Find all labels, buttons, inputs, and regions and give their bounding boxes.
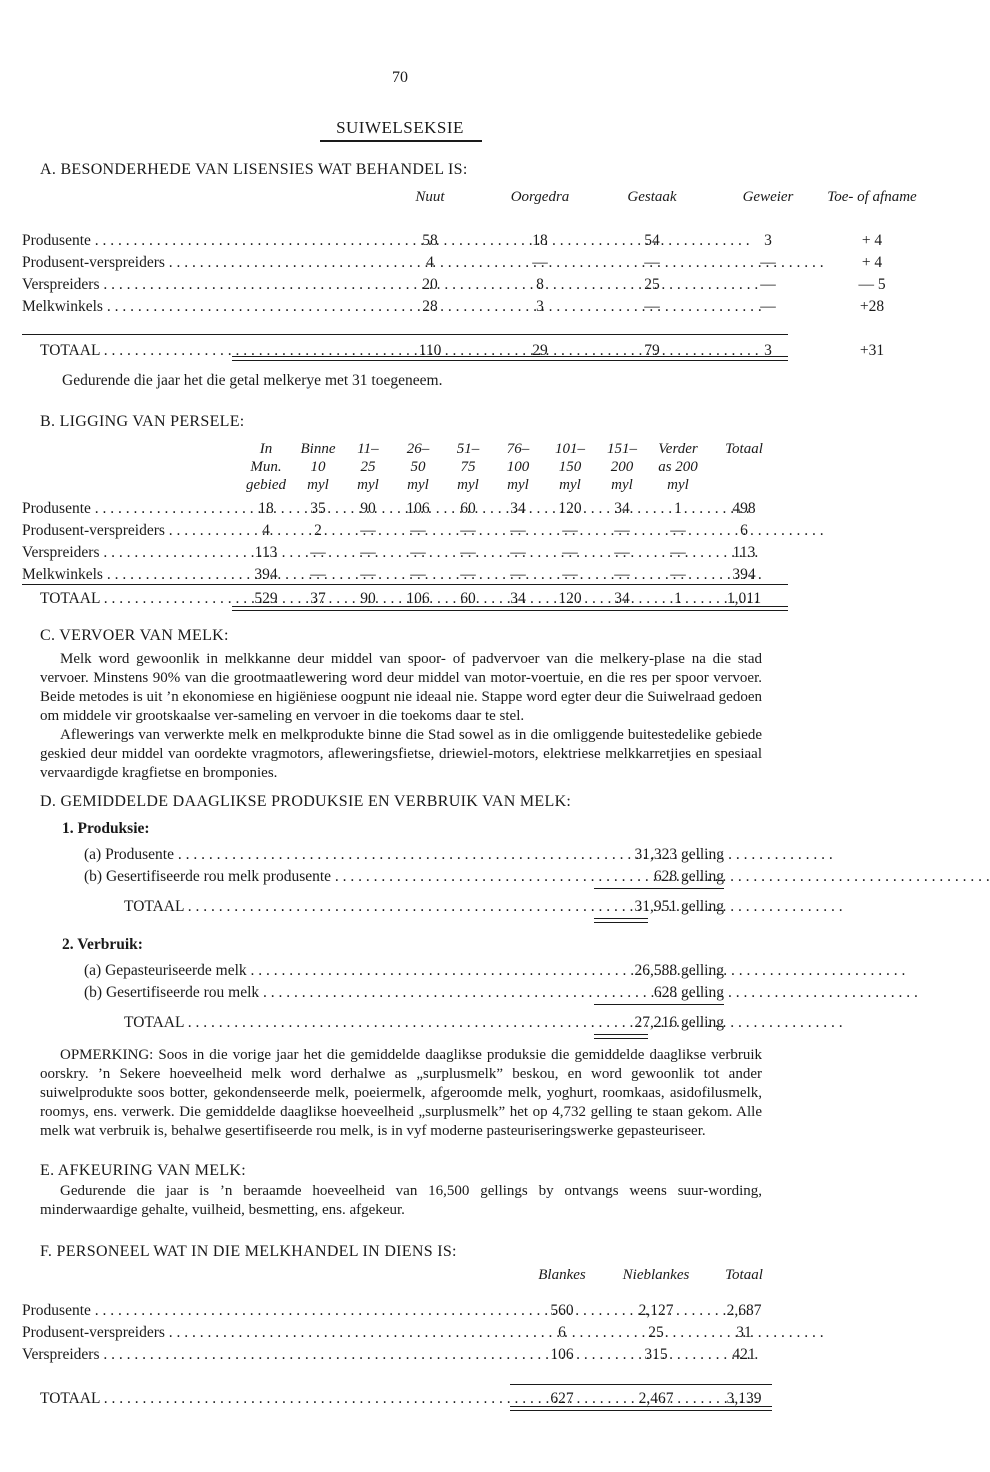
section-a-cell: — 5 <box>858 276 886 293</box>
section-a-col-oorgedra: Oorgedra <box>510 189 570 205</box>
section-b-col-header: 100 <box>506 459 530 475</box>
section-f-cell: 31 <box>736 1324 752 1341</box>
section-b-cell: 120 <box>558 500 582 517</box>
section-b-total-cell: 90 <box>360 590 376 607</box>
section-b-col-header: 151– <box>607 441 637 457</box>
section-b-cell: 498 <box>732 500 756 517</box>
section-f-col-header: Totaal <box>725 1267 763 1283</box>
section-b-cell: — <box>562 544 578 561</box>
section-b-cell: 18 <box>258 500 274 517</box>
section-a-cell: 28 <box>422 298 438 315</box>
section-b-cell: 113 <box>732 544 756 561</box>
section-b-cell: — <box>360 522 376 539</box>
section-b-col-header: 76– <box>506 441 530 457</box>
section-f-cell: 2,127 <box>638 1302 674 1319</box>
section-b-cell: 60 <box>460 500 476 517</box>
section-b-cell: 34 <box>510 500 526 517</box>
section-a-col-geweier: Geweier <box>742 189 794 205</box>
section-b-total-cell: 529 <box>254 590 278 607</box>
section-b-col-header: myl <box>307 477 329 493</box>
section-b-cell: 394 <box>732 566 756 583</box>
section-b-cell: — <box>562 522 578 539</box>
section-f-cell: 315 <box>644 1346 668 1363</box>
production-item-a-label: (a) Produsente . . . <box>84 846 582 865</box>
section-a-row-label: Verspreiders . . . <box>22 276 414 295</box>
section-b-cell: — <box>614 566 630 583</box>
section-a-cell: 3 <box>536 298 544 315</box>
section-f-total-cell: 627 <box>550 1390 574 1407</box>
section-b-col-header: 51– <box>456 441 480 457</box>
section-a-cell: + 4 <box>861 232 883 249</box>
section-b-cell: — <box>510 544 526 561</box>
production-rule <box>594 888 724 889</box>
section-b-total-cell: 1,011 <box>726 590 762 607</box>
section-a-row-label: Melkwinkels . . . <box>22 298 414 317</box>
section-b-col-header: Totaal <box>725 441 763 457</box>
section-a-cell: 20 <box>422 276 438 293</box>
production-total-value: 31,951 gelling <box>634 898 724 915</box>
section-a-row-label: Produsente . . . <box>22 232 414 251</box>
section-a-cell: — <box>760 276 776 293</box>
section-b-cell: — <box>410 522 426 539</box>
section-a-cell: 4 <box>426 254 434 271</box>
section-a-total-cell: 29 <box>532 342 548 359</box>
section-b-col-header: In <box>259 441 273 457</box>
production-total-label: TOTAAL . . . <box>124 898 582 917</box>
section-a-rule <box>22 334 788 335</box>
section-a-cell: 25 <box>644 276 660 293</box>
section-b-cell: 394 <box>254 566 278 583</box>
section-b-cell: — <box>614 544 630 561</box>
section-b-col-header: as 200 <box>658 459 698 475</box>
section-f-cell: 2,687 <box>726 1302 762 1319</box>
section-b-cell: — <box>360 544 376 561</box>
consumption-rule <box>594 1004 724 1005</box>
section-b-col-header: 26– <box>406 441 430 457</box>
section-b-cell: — <box>510 566 526 583</box>
section-f-cell: 106 <box>550 1346 574 1363</box>
section-b-cell: — <box>460 566 476 583</box>
section-b-rule <box>22 584 788 585</box>
section-b-cell: — <box>310 544 326 561</box>
section-b-cell: 106 <box>406 500 430 517</box>
production-item-b-value: 628 gelling <box>653 868 724 885</box>
section-b-col-header: myl <box>357 477 379 493</box>
section-b-col-header: myl <box>611 477 633 493</box>
section-b-cell: 34 <box>614 500 630 517</box>
section-b-col-header: Verder <box>658 441 698 457</box>
section-b-cell: 35 <box>310 500 326 517</box>
section-b-col-header: Mun. <box>250 459 282 475</box>
section-b-cell: — <box>360 566 376 583</box>
section-b-col-header: 200 <box>610 459 634 475</box>
section-b-total-cell: 1 <box>674 590 682 607</box>
section-b-row-label: Produsente . . . <box>22 500 242 519</box>
section-a-double-rule <box>232 356 788 361</box>
section-a-total-cell: 110 <box>418 342 442 359</box>
section-b-row-label: Produsent-verspreiders . . . <box>22 522 242 541</box>
consumption-heading: 2. Verbruik: <box>62 936 143 953</box>
consumption-item-a-label: (a) Gepasteuriseerde melk . . . <box>84 962 582 981</box>
section-a-cell: 58 <box>422 232 438 249</box>
section-b-total-cell: 120 <box>558 590 582 607</box>
section-b-cell: 113 <box>254 544 278 561</box>
section-b-col-header: myl <box>457 477 479 493</box>
section-b-double-rule <box>232 606 788 611</box>
section-f-total-cell: 2,467 <box>638 1390 674 1407</box>
section-a-cell: 54 <box>644 232 660 249</box>
page-title: SUIWELSEKSIE <box>336 118 464 137</box>
section-b-col-header: Binne <box>300 441 336 457</box>
section-a-col-nuut: Nuut <box>415 189 445 205</box>
section-b-col-header: 11– <box>357 441 379 457</box>
section-f-total-label: TOTAAL . . . <box>40 1390 508 1409</box>
section-a-total-cell: 79 <box>644 342 660 359</box>
consumption-item-a-value: 26,588 gelling <box>634 962 724 979</box>
section-b-col-header: 10 <box>310 459 326 475</box>
section-b-cell: — <box>614 522 630 539</box>
section-a-row-label: Produsent-verspreiders . . . <box>22 254 414 273</box>
section-a-cell: — <box>760 254 776 271</box>
section-b-col-header: myl <box>507 477 529 493</box>
consumption-total-value: 27,216 gelling <box>634 1014 724 1031</box>
section-f-cell: 6 <box>558 1324 566 1341</box>
section-b-row-label: Verspreiders . . . <box>22 544 242 563</box>
section-f-cell: 560 <box>550 1302 574 1319</box>
section-a-col-gestaak: Gestaak <box>627 189 677 205</box>
section-e-text <box>40 1182 762 1220</box>
section-f-row-label: Produsent-verspreiders . . . <box>22 1324 508 1343</box>
section-b-cell: 6 <box>740 522 748 539</box>
consumption-total-label: TOTAAL . . . <box>124 1014 582 1033</box>
section-b-total-label: TOTAAL . . . <box>40 590 242 609</box>
section-f-cell: 421 <box>732 1346 756 1363</box>
section-b-cell: — <box>460 522 476 539</box>
section-a-cell: — <box>644 298 660 315</box>
section-a-cell: 18 <box>532 232 548 249</box>
section-b-total-cell: 106 <box>406 590 430 607</box>
section-b-cell: — <box>670 566 686 583</box>
section-b-cell: — <box>410 566 426 583</box>
section-d-heading: D. GEMIDDELDE DAAGLIKSE PRODUKSIE EN VERBRUIK VAN MELK: <box>40 793 572 810</box>
section-b-heading: B. LIGGING VAN PERSELE: <box>40 413 245 430</box>
section-f-row-label: Verspreiders . . . <box>22 1346 508 1365</box>
section-a-cell: + 4 <box>861 254 883 271</box>
section-a-total-label: TOTAAL . . . <box>40 342 414 361</box>
production-item-a-value: 31,323 gelling <box>634 846 724 863</box>
section-b-total-cell: 60 <box>460 590 476 607</box>
production-item-b-label: (b) Gesertifiseerde rou melk produsente . . . <box>84 868 582 887</box>
section-b-row-label: Melkwinkels . . . <box>22 566 242 585</box>
section-c-text <box>40 650 762 783</box>
section-b-col-header: 50 <box>410 459 426 475</box>
section-b-col-header: myl <box>667 477 689 493</box>
consumption-double-rule <box>594 1034 648 1039</box>
section-b-col-header: gebied <box>246 477 286 493</box>
section-b-col-header: 75 <box>460 459 476 475</box>
section-c-paragraph-2: Aflewerings van verwerkte melk en melkprodukte binne die Stad sowel as in die omliggende buitestedelike gebiede geskied deur middel van oordekte vragmotors, afleweringsfietse, driewiel-motors, elektriese melkkarretjies en spesiaal vervaardigde kragfietse en bromponies. <box>40 727 762 781</box>
section-f-heading: F. PERSONEEL WAT IN DIE MELKHANDEL IN DIENS IS: <box>40 1243 457 1260</box>
section-b-cell: 90 <box>360 500 376 517</box>
section-a-cell: — <box>532 254 548 271</box>
section-b-total-cell: 37 <box>310 590 326 607</box>
section-b-col-header: 25 <box>360 459 376 475</box>
section-a-heading: A. BESONDERHEDE VAN LISENSIES WAT BEHANDEL IS: <box>40 161 468 178</box>
section-b-col-header: myl <box>407 477 429 493</box>
title-underline <box>320 140 482 142</box>
section-b-cell: — <box>310 566 326 583</box>
production-double-rule <box>594 918 648 923</box>
section-b-cell: — <box>670 522 686 539</box>
section-b-cell: — <box>510 522 526 539</box>
section-a-cell: +28 <box>859 298 885 315</box>
section-b-total-cell: 34 <box>510 590 526 607</box>
section-b-cell: — <box>410 544 426 561</box>
section-b-col-header: 150 <box>558 459 582 475</box>
section-b-col-header: myl <box>559 477 581 493</box>
section-a-col-toe-of-afname: Toe- of afname <box>827 189 917 205</box>
section-b-col-header: 101– <box>555 441 585 457</box>
section-b-cell: 1 <box>674 500 682 517</box>
section-f-row-label: Produsente . . . <box>22 1302 508 1321</box>
section-b-cell: — <box>562 566 578 583</box>
section-f-rule <box>510 1384 772 1385</box>
section-a-cell: — <box>644 254 660 271</box>
section-c-paragraph-1: Melk word gewoonlik in melkkanne deur middel van spoor- of padvervoer van die melkery-plase na die stad vervoer. Minstens 90% van die grootmaatlewering word deur middel van motor-voertuie, en die res per spoor vervoer. Beide metodes is uit ’n ekonomiese en higiëniese oogpunt nie ideaal nie. Stappe word egter deur die Suiwelraad gedoen om middele vir grootskaalse ver-sameling en vervoer in die toekoms daar te stel. <box>40 651 762 724</box>
section-b-cell: — <box>460 544 476 561</box>
consumption-item-b-label: (b) Gesertifiseerde rou melk . . . <box>84 984 582 1003</box>
section-e-heading: E. AFKEURING VAN MELK: <box>40 1162 247 1179</box>
section-f-total-cell: 3,139 <box>726 1390 762 1407</box>
remark-text <box>40 1046 762 1141</box>
section-a-cell: — <box>760 298 776 315</box>
section-c-heading: C. VERVOER VAN MELK: <box>40 627 229 644</box>
section-b-total-cell: 34 <box>614 590 630 607</box>
consumption-item-b-value: 628 gelling <box>653 984 724 1001</box>
section-a-cell: 3 <box>764 232 772 249</box>
remark-paragraph: OPMERKING: Soos in die vorige jaar het die gemiddelde daaglikse produksie die gemiddelde daaglikse verbruik oorskry. ’n Sekere hoeveelheid melk word derhalwe as „surplusmelk” beskou, en word gewoonlik tot ander suiwelprodukte soos botter, gekondenseerde melk, poeiermelk, afgeroomde melk, yoghurt, roomkaas, asidofilusmelk, roomys, ens. verwerk. Die gemiddelde daaglikse hoeveelheid „surplusmelk” het op 4,732 gelling te staan gekom. Alle melk wat verbruik is, behalwe gesertifiseerde rou melk, is in vyf moderne pasteuriseringswerke gepasteuriseer. <box>40 1047 762 1139</box>
section-b-cell: — <box>670 544 686 561</box>
page-number: 70 <box>392 69 408 86</box>
section-a-total-cell: +31 <box>859 342 885 359</box>
section-a-cell: 8 <box>536 276 544 293</box>
section-f-double-rule <box>510 1406 772 1411</box>
section-f-cell: 25 <box>648 1324 664 1341</box>
section-f-col-header: Blankes <box>538 1267 586 1283</box>
section-a-note: Gedurende die jaar het die getal melkerye met 31 toegeneem. <box>62 372 443 389</box>
production-heading: 1. Produksie: <box>62 820 150 837</box>
section-a-total-cell: 3 <box>764 342 772 359</box>
section-e-paragraph: Gedurende die jaar is ’n beraamde hoeveelheid van 16,500 gellings by ontvangs weens suur-wording, minderwaardige gehalte, vuilheid, besmetting, ens. afgekeur. <box>40 1183 762 1218</box>
section-b-cell: 4 <box>262 522 270 539</box>
section-b-cell: 2 <box>314 522 322 539</box>
section-f-col-header: Nieblankes <box>622 1267 690 1283</box>
